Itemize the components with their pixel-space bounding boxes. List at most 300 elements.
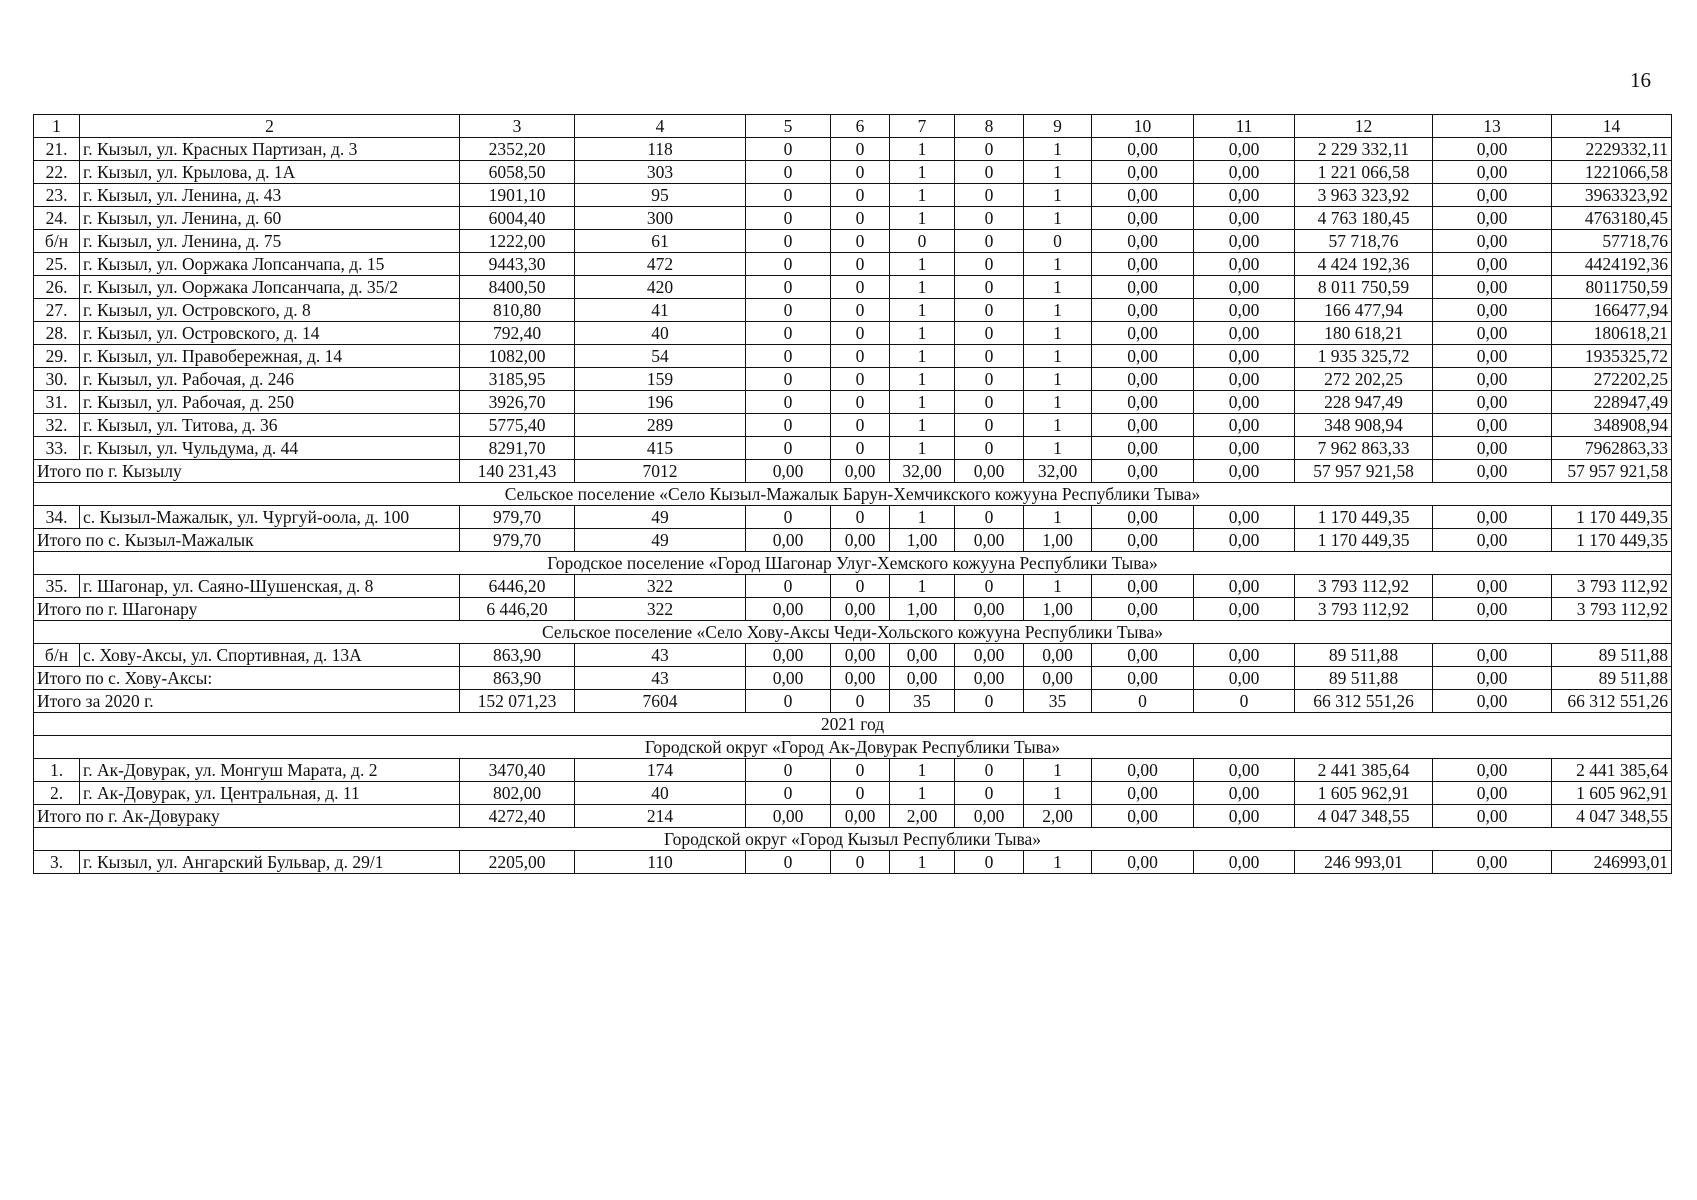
value-cell: 1 xyxy=(890,414,955,437)
value-cell: 979,70 xyxy=(460,506,575,529)
total-value: 0,00 xyxy=(955,529,1024,552)
row-number: 32. xyxy=(34,414,80,437)
total-value: 89 511,88 xyxy=(1552,667,1672,690)
value-cell: 472 xyxy=(575,253,746,276)
value-cell: 0 xyxy=(831,299,890,322)
value-cell: 40 xyxy=(575,782,746,805)
value-cell: 0,00 xyxy=(1433,851,1552,874)
column-header: 8 xyxy=(955,115,1024,138)
address-cell: г. Кызыл, ул. Ленина, д. 60 xyxy=(80,207,460,230)
section-title: Городской округ «Город Ак-Довурак Республики Тыва» xyxy=(34,736,1672,759)
total-value: 140 231,43 xyxy=(460,460,575,483)
value-cell: 0 xyxy=(746,299,831,322)
page-number: 16 xyxy=(1630,68,1651,92)
value-cell: 0,00 xyxy=(1092,138,1194,161)
row-number: 2. xyxy=(34,782,80,805)
value-cell: 0,00 xyxy=(831,644,890,667)
value-cell: 8291,70 xyxy=(460,437,575,460)
value-cell: 0 xyxy=(831,322,890,345)
row-number: б/н xyxy=(34,230,80,253)
value-cell: 0 xyxy=(746,782,831,805)
table-row xyxy=(34,161,1672,184)
value-cell: 57718,76 xyxy=(1552,230,1672,253)
value-cell: 0,00 xyxy=(1433,184,1552,207)
value-cell: 0 xyxy=(831,184,890,207)
value-cell: 0 xyxy=(746,851,831,874)
value-cell: 0 xyxy=(955,299,1024,322)
total-value: 152 071,23 xyxy=(460,690,575,713)
value-cell: 0 xyxy=(831,368,890,391)
value-cell: 0,00 xyxy=(1433,391,1552,414)
column-header: 9 xyxy=(1024,115,1092,138)
value-cell: 0 xyxy=(955,437,1024,460)
total-value: 1,00 xyxy=(1024,529,1092,552)
column-header: 2 xyxy=(80,115,460,138)
value-cell: 1221066,58 xyxy=(1552,161,1672,184)
value-cell: 1 xyxy=(1024,437,1092,460)
value-cell: 0,00 xyxy=(1194,161,1295,184)
total-value: 0,00 xyxy=(1433,667,1552,690)
value-cell: 0 xyxy=(746,759,831,782)
total-value: 0 xyxy=(1194,690,1295,713)
value-cell: 6058,50 xyxy=(460,161,575,184)
section-title: Городское поселение «Город Шагонар Улуг-Хемского кожууна Республики Тыва» xyxy=(34,552,1672,575)
header-row xyxy=(34,115,1672,138)
row-number: 25. xyxy=(34,253,80,276)
value-cell: 0 xyxy=(831,207,890,230)
total-value: 43 xyxy=(575,667,746,690)
address-cell: с. Кызыл-Мажалык, ул. Чургуй-оола, д. 100 xyxy=(80,506,460,529)
total-value: 979,70 xyxy=(460,529,575,552)
total-label: Итого по г. Кызылу xyxy=(34,460,460,483)
address-cell: г. Кызыл, ул. Ленина, д. 75 xyxy=(80,230,460,253)
value-cell: 0,00 xyxy=(1433,322,1552,345)
value-cell: 1 xyxy=(890,207,955,230)
value-cell: 3 793 112,92 xyxy=(1552,575,1672,598)
total-value: 0,00 xyxy=(955,805,1024,828)
value-cell: 0,00 xyxy=(1024,644,1092,667)
total-row xyxy=(34,805,1672,828)
row-number: 34. xyxy=(34,506,80,529)
column-header: 12 xyxy=(1295,115,1433,138)
year-header-row xyxy=(34,713,1672,736)
value-cell: 0,00 xyxy=(1194,207,1295,230)
table-row xyxy=(34,299,1672,322)
table-row xyxy=(34,230,1672,253)
value-cell: 0 xyxy=(955,345,1024,368)
total-value: 0,00 xyxy=(831,805,890,828)
value-cell: 0,00 xyxy=(1194,759,1295,782)
value-cell: 0,00 xyxy=(1194,253,1295,276)
value-cell: 0 xyxy=(831,230,890,253)
value-cell: 0 xyxy=(746,138,831,161)
value-cell: 2 441 385,64 xyxy=(1552,759,1672,782)
total-value: 0,00 xyxy=(1433,690,1552,713)
total-value: 2,00 xyxy=(1024,805,1092,828)
value-cell: 0,00 xyxy=(1433,437,1552,460)
value-cell: 0,00 xyxy=(1433,644,1552,667)
value-cell: 1 xyxy=(890,437,955,460)
value-cell: 228947,49 xyxy=(1552,391,1672,414)
value-cell: 0,00 xyxy=(1433,368,1552,391)
column-header: 14 xyxy=(1552,115,1672,138)
value-cell: 2 441 385,64 xyxy=(1295,759,1433,782)
value-cell: 246993,01 xyxy=(1552,851,1672,874)
value-cell: 1 xyxy=(1024,368,1092,391)
row-number: 21. xyxy=(34,138,80,161)
total-value: 0 xyxy=(955,690,1024,713)
table-row xyxy=(34,575,1672,598)
value-cell: 6446,20 xyxy=(460,575,575,598)
value-cell: 0,00 xyxy=(1092,161,1194,184)
value-cell: 0 xyxy=(746,391,831,414)
value-cell: 41 xyxy=(575,299,746,322)
value-cell: 1 xyxy=(1024,851,1092,874)
value-cell: 3 963 323,92 xyxy=(1295,184,1433,207)
value-cell: 0 xyxy=(955,782,1024,805)
address-cell: г. Кызыл, ул. Ооржака Лопсанчапа, д. 35/2 xyxy=(80,276,460,299)
value-cell: 0 xyxy=(746,368,831,391)
table-row xyxy=(34,644,1672,667)
value-cell: 0,00 xyxy=(1092,414,1194,437)
total-value: 0,00 xyxy=(890,667,955,690)
value-cell: 228 947,49 xyxy=(1295,391,1433,414)
value-cell: 0 xyxy=(746,161,831,184)
value-cell: 0,00 xyxy=(1092,782,1194,805)
row-number: 1. xyxy=(34,759,80,782)
value-cell: 0 xyxy=(955,575,1024,598)
total-value: 0,00 xyxy=(1024,667,1092,690)
table-row xyxy=(34,506,1672,529)
row-number: 26. xyxy=(34,276,80,299)
value-cell: 0 xyxy=(746,345,831,368)
value-cell: 272 202,25 xyxy=(1295,368,1433,391)
column-header: 5 xyxy=(746,115,831,138)
total-value: 214 xyxy=(575,805,746,828)
value-cell: 3 793 112,92 xyxy=(1295,575,1433,598)
section-header-row xyxy=(34,828,1672,851)
value-cell: 0 xyxy=(831,851,890,874)
value-cell: 0,00 xyxy=(1433,506,1552,529)
address-cell: г. Ак-Довурак, ул. Монгуш Марата, д. 2 xyxy=(80,759,460,782)
value-cell: 0 xyxy=(955,851,1024,874)
value-cell: 1 170 449,35 xyxy=(1295,506,1433,529)
total-value: 7604 xyxy=(575,690,746,713)
value-cell: 0,00 xyxy=(1194,644,1295,667)
total-label: Итого за 2020 г. xyxy=(34,690,460,713)
address-cell: г. Кызыл, ул. Ангарский Бульвар, д. 29/1 xyxy=(80,851,460,874)
total-value: 0,00 xyxy=(1092,529,1194,552)
table-row xyxy=(34,184,1672,207)
value-cell: 1 xyxy=(890,276,955,299)
total-row xyxy=(34,598,1672,621)
value-cell: 1 xyxy=(1024,345,1092,368)
value-cell: 0,00 xyxy=(1194,184,1295,207)
total-value: 57 957 921,58 xyxy=(1552,460,1672,483)
value-cell: 0,00 xyxy=(1092,368,1194,391)
total-value: 66 312 551,26 xyxy=(1552,690,1672,713)
total-value: 1,00 xyxy=(890,598,955,621)
table-row xyxy=(34,851,1672,874)
value-cell: 0 xyxy=(955,414,1024,437)
value-cell: 0,00 xyxy=(1092,506,1194,529)
total-value: 32,00 xyxy=(1024,460,1092,483)
section-header-row xyxy=(34,483,1672,506)
total-value: 49 xyxy=(575,529,746,552)
value-cell: 0 xyxy=(831,506,890,529)
value-cell: 1 xyxy=(890,299,955,322)
value-cell: 0,00 xyxy=(1194,368,1295,391)
total-value: 4 047 348,55 xyxy=(1552,805,1672,828)
total-value: 0,00 xyxy=(1194,667,1295,690)
value-cell: 0,00 xyxy=(1194,391,1295,414)
value-cell: 95 xyxy=(575,184,746,207)
value-cell: 0,00 xyxy=(1194,414,1295,437)
value-cell: 0 xyxy=(746,575,831,598)
value-cell: 1 xyxy=(1024,138,1092,161)
column-header: 11 xyxy=(1194,115,1295,138)
value-cell: 0 xyxy=(890,230,955,253)
value-cell: 1 xyxy=(890,138,955,161)
value-cell: 0,00 xyxy=(1092,276,1194,299)
total-label: Итого по г. Шагонару xyxy=(34,598,460,621)
total-value: 0,00 xyxy=(746,805,831,828)
address-cell: г. Кызыл, ул. Островского, д. 14 xyxy=(80,322,460,345)
value-cell: 289 xyxy=(575,414,746,437)
section-title: Сельское поселение «Село Хову-Аксы Чеди-Хольского кожууна Республики Тыва» xyxy=(34,621,1672,644)
value-cell: 9443,30 xyxy=(460,253,575,276)
total-value: 1,00 xyxy=(890,529,955,552)
column-header: 10 xyxy=(1092,115,1194,138)
section-title: Городской округ «Город Кызыл Республики Тыва» xyxy=(34,828,1672,851)
value-cell: 118 xyxy=(575,138,746,161)
value-cell: 8 011 750,59 xyxy=(1295,276,1433,299)
value-cell: 810,80 xyxy=(460,299,575,322)
column-header: 3 xyxy=(460,115,575,138)
value-cell: 1 xyxy=(1024,391,1092,414)
total-value: 66 312 551,26 xyxy=(1295,690,1433,713)
total-value: 1 170 449,35 xyxy=(1295,529,1433,552)
value-cell: 0,00 xyxy=(1092,184,1194,207)
value-cell: 1 605 962,91 xyxy=(1295,782,1433,805)
value-cell: 0 xyxy=(955,207,1024,230)
total-value: 0,00 xyxy=(1092,598,1194,621)
total-value: 35 xyxy=(1024,690,1092,713)
value-cell: 1 xyxy=(890,391,955,414)
value-cell: 1901,10 xyxy=(460,184,575,207)
total-value: 0 xyxy=(746,690,831,713)
value-cell: 303 xyxy=(575,161,746,184)
value-cell: 174 xyxy=(575,759,746,782)
value-cell: 0,00 xyxy=(1194,506,1295,529)
total-value: 1 170 449,35 xyxy=(1552,529,1672,552)
total-value: 0 xyxy=(831,690,890,713)
total-value: 0,00 xyxy=(746,460,831,483)
total-value: 322 xyxy=(575,598,746,621)
value-cell: 863,90 xyxy=(460,644,575,667)
value-cell: 1 xyxy=(1024,759,1092,782)
row-number: 33. xyxy=(34,437,80,460)
value-cell: 7962863,33 xyxy=(1552,437,1672,460)
value-cell: 1 xyxy=(1024,414,1092,437)
value-cell: 2205,00 xyxy=(460,851,575,874)
value-cell: 0 xyxy=(955,322,1024,345)
value-cell: 0,00 xyxy=(1433,253,1552,276)
value-cell: 0 xyxy=(955,276,1024,299)
total-value: 0,00 xyxy=(1433,460,1552,483)
value-cell: 1 xyxy=(890,782,955,805)
value-cell: 0 xyxy=(831,575,890,598)
value-cell: 300 xyxy=(575,207,746,230)
row-number: 23. xyxy=(34,184,80,207)
value-cell: 57 718,76 xyxy=(1295,230,1433,253)
value-cell: 0,00 xyxy=(1092,207,1194,230)
value-cell: 196 xyxy=(575,391,746,414)
value-cell: 40 xyxy=(575,322,746,345)
total-value: 0,00 xyxy=(831,667,890,690)
total-value: 4 047 348,55 xyxy=(1295,805,1433,828)
value-cell: 0,00 xyxy=(1092,253,1194,276)
total-value: 57 957 921,58 xyxy=(1295,460,1433,483)
table-row xyxy=(34,368,1672,391)
value-cell: 1 xyxy=(1024,253,1092,276)
address-cell: с. Хову-Аксы, ул. Спортивная, д. 13А xyxy=(80,644,460,667)
value-cell: 0,00 xyxy=(1194,851,1295,874)
value-cell: 0,00 xyxy=(1092,322,1194,345)
value-cell: 1 170 449,35 xyxy=(1552,506,1672,529)
total-value: 0,00 xyxy=(1433,529,1552,552)
value-cell: 0 xyxy=(831,782,890,805)
address-cell: г. Кызыл, ул. Рабочая, д. 246 xyxy=(80,368,460,391)
address-cell: г. Кызыл, ул. Крылова, д. 1А xyxy=(80,161,460,184)
value-cell: 1 xyxy=(1024,782,1092,805)
total-value: 3 793 112,92 xyxy=(1552,598,1672,621)
value-cell: 3185,95 xyxy=(460,368,575,391)
value-cell: 0,00 xyxy=(1194,322,1295,345)
total-value: 7012 xyxy=(575,460,746,483)
total-value: 0,00 xyxy=(746,598,831,621)
address-cell: г. Кызыл, ул. Правобережная, д. 14 xyxy=(80,345,460,368)
value-cell: 0,00 xyxy=(1433,782,1552,805)
table-row xyxy=(34,207,1672,230)
value-cell: 348 908,94 xyxy=(1295,414,1433,437)
table-row xyxy=(34,414,1672,437)
table-row xyxy=(34,138,1672,161)
address-cell: г. Кызыл, ул. Ооржака Лопсанчапа, д. 15 xyxy=(80,253,460,276)
address-cell: г. Кызыл, ул. Красных Партизан, д. 3 xyxy=(80,138,460,161)
value-cell: 0 xyxy=(831,345,890,368)
row-number: б/н xyxy=(34,644,80,667)
value-cell: 89 511,88 xyxy=(1295,644,1433,667)
total-value: 0,00 xyxy=(1092,667,1194,690)
total-value: 2,00 xyxy=(890,805,955,828)
section-header-row xyxy=(34,552,1672,575)
value-cell: 3470,40 xyxy=(460,759,575,782)
value-cell: 1 xyxy=(1024,506,1092,529)
value-cell: 0,00 xyxy=(955,644,1024,667)
value-cell: 0,00 xyxy=(1433,414,1552,437)
value-cell: 802,00 xyxy=(460,782,575,805)
value-cell: 0 xyxy=(955,368,1024,391)
value-cell: 0,00 xyxy=(1433,207,1552,230)
value-cell: 0,00 xyxy=(1092,851,1194,874)
value-cell: 0,00 xyxy=(1433,230,1552,253)
value-cell: 0,00 xyxy=(1194,345,1295,368)
value-cell: 1 221 066,58 xyxy=(1295,161,1433,184)
total-value: 0,00 xyxy=(1194,598,1295,621)
value-cell: 0 xyxy=(831,253,890,276)
value-cell: 1 xyxy=(1024,322,1092,345)
value-cell: 4424192,36 xyxy=(1552,253,1672,276)
value-cell: 110 xyxy=(575,851,746,874)
value-cell: 6004,40 xyxy=(460,207,575,230)
column-header: 6 xyxy=(831,115,890,138)
total-label: Итого по г. Ак-Довураку xyxy=(34,805,460,828)
total-value: 0 xyxy=(1092,690,1194,713)
address-cell: г. Кызыл, ул. Рабочая, д. 250 xyxy=(80,391,460,414)
value-cell: 0 xyxy=(831,414,890,437)
value-cell: 1 xyxy=(1024,161,1092,184)
total-value: 4272,40 xyxy=(460,805,575,828)
total-value: 0,00 xyxy=(831,460,890,483)
total-label: Итого по с. Хову-Аксы: xyxy=(34,667,460,690)
value-cell: 0,00 xyxy=(1194,782,1295,805)
value-cell: 0,00 xyxy=(1194,299,1295,322)
housing-repair-table xyxy=(33,114,1672,874)
value-cell: 1935325,72 xyxy=(1552,345,1672,368)
value-cell: 49 xyxy=(575,506,746,529)
total-value: 0,00 xyxy=(955,598,1024,621)
value-cell: 0,00 xyxy=(1433,575,1552,598)
value-cell: 0,00 xyxy=(1433,299,1552,322)
value-cell: 0 xyxy=(955,253,1024,276)
value-cell: 0 xyxy=(955,184,1024,207)
value-cell: 180 618,21 xyxy=(1295,322,1433,345)
value-cell: 0 xyxy=(831,759,890,782)
value-cell: 8400,50 xyxy=(460,276,575,299)
total-value: 1,00 xyxy=(1024,598,1092,621)
value-cell: 420 xyxy=(575,276,746,299)
value-cell: 2 229 332,11 xyxy=(1295,138,1433,161)
row-number: 24. xyxy=(34,207,80,230)
value-cell: 1 xyxy=(890,759,955,782)
total-row xyxy=(34,667,1672,690)
total-value: 0,00 xyxy=(831,529,890,552)
value-cell: 0 xyxy=(746,184,831,207)
value-cell: 0 xyxy=(955,759,1024,782)
address-cell: г. Кызыл, ул. Ленина, д. 43 xyxy=(80,184,460,207)
value-cell: 0 xyxy=(831,276,890,299)
value-cell: 1 xyxy=(890,345,955,368)
value-cell: 1222,00 xyxy=(460,230,575,253)
value-cell: 54 xyxy=(575,345,746,368)
value-cell: 0 xyxy=(746,437,831,460)
value-cell: 0,00 xyxy=(1433,759,1552,782)
value-cell: 3926,70 xyxy=(460,391,575,414)
value-cell: 0,00 xyxy=(1092,759,1194,782)
value-cell: 1 605 962,91 xyxy=(1552,782,1672,805)
total-value: 0,00 xyxy=(955,460,1024,483)
total-row xyxy=(34,460,1672,483)
total-value: 0,00 xyxy=(1092,460,1194,483)
value-cell: 4 763 180,45 xyxy=(1295,207,1433,230)
value-cell: 1 xyxy=(1024,575,1092,598)
row-number: 28. xyxy=(34,322,80,345)
row-number: 35. xyxy=(34,575,80,598)
row-number: 29. xyxy=(34,345,80,368)
value-cell: 0,00 xyxy=(1433,345,1552,368)
value-cell: 348908,94 xyxy=(1552,414,1672,437)
